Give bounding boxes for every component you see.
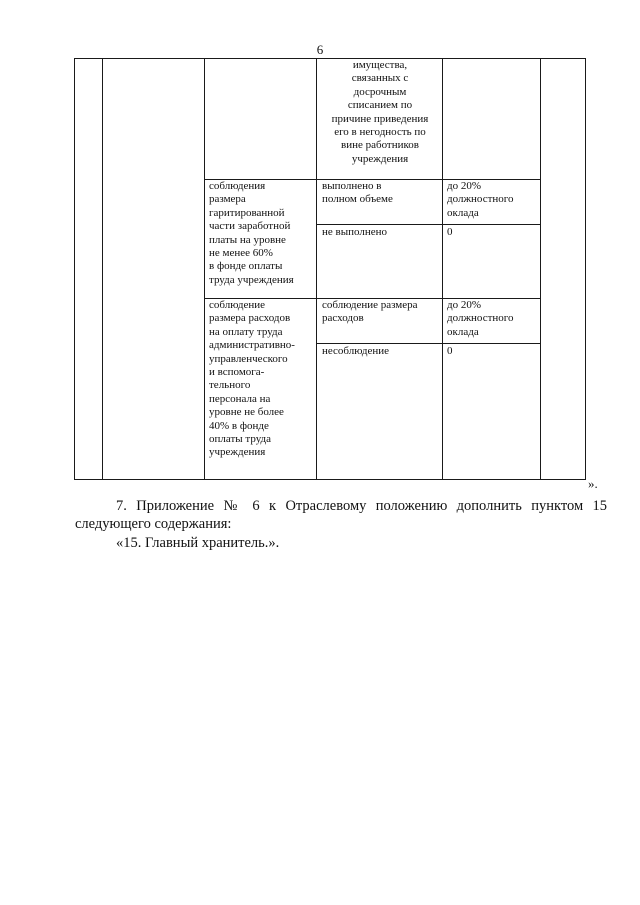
table-cell-payment: до 20% должностного оклада	[447, 299, 514, 338]
paragraph-line: 7. Приложение № 6 к Отраслевому положению дополнить пунктом 15	[116, 498, 607, 514]
table-cell-condition: не выполнено	[322, 226, 387, 238]
table-bottom-border	[74, 479, 585, 480]
table-cell-condition: выполнено в полном объеме	[322, 180, 393, 206]
table-cell-condition: соблюдение размера расходов	[322, 299, 418, 325]
column-divider	[204, 58, 205, 480]
column-divider	[316, 58, 317, 480]
table-right-border	[585, 58, 586, 480]
column-divider	[442, 58, 443, 480]
closing-quote: ».	[588, 476, 598, 491]
table-cell-payment: до 20% должностного оклада	[447, 180, 514, 219]
subrow-divider	[316, 224, 540, 225]
quote-line: «15. Главный хранитель.».	[116, 535, 280, 551]
table-cell-criterion: соблюдения размера гаритированной части заработной платы на уровне не менее 60% в фонде оплаты труда учреждения	[209, 180, 294, 286]
table-left-border	[74, 58, 75, 480]
table-cell-condition: несоблюдение	[322, 345, 390, 357]
paragraph-line: следующего содержания:	[75, 516, 232, 532]
page-number: 6	[316, 42, 324, 57]
table-cell-payment: 0	[447, 226, 453, 238]
column-divider	[540, 58, 541, 480]
column-divider	[102, 58, 103, 480]
table-cell-payment: 0	[447, 345, 453, 357]
subrow-divider	[316, 343, 540, 344]
table-cell-criterion: соблюдение размера расходов на оплату труда административно- управленческого и вспомога- тельного персонала на уровне не более 40% в фонде оплаты труда учреждения	[209, 299, 295, 459]
table-cell-condition: имущества, связанных с досрочным списанием по причине приведения его в негодность по вине работников учреждения	[331, 59, 429, 165]
